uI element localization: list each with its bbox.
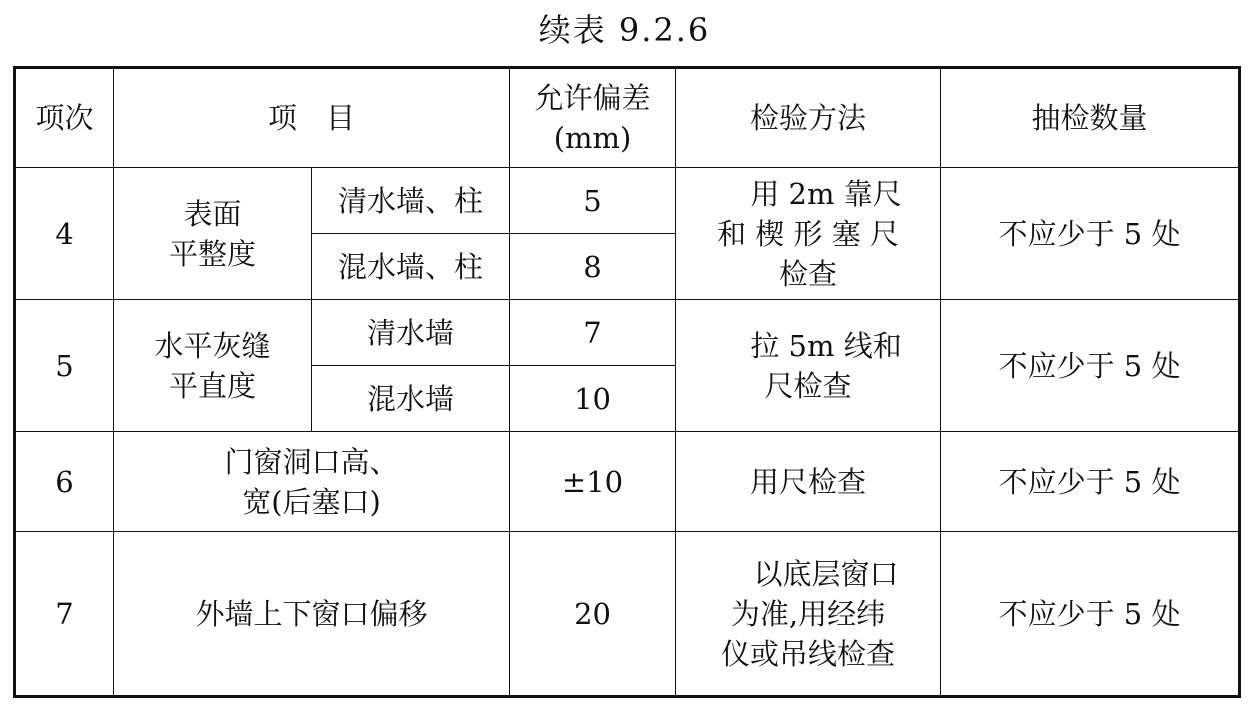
header-tolerance-line2: (mm) bbox=[553, 121, 632, 155]
row-item bbox=[114, 432, 510, 532]
row-quantity: 不应少于 5 处 bbox=[941, 432, 1240, 532]
row-quantity: 不应少于 5 处 bbox=[941, 532, 1240, 697]
row-method bbox=[676, 300, 941, 432]
row-method-line1: 用 2m 靠尺 bbox=[750, 176, 902, 211]
row-quantity: 不应少于 5 处 bbox=[941, 168, 1240, 300]
header-method: 检验方法 bbox=[676, 68, 941, 168]
row-subitem: 混水墙、柱 bbox=[312, 234, 510, 300]
table-row bbox=[15, 300, 1240, 366]
header-tolerance bbox=[510, 68, 676, 168]
row-item-line1: 门窗洞口高、 bbox=[224, 444, 399, 479]
inspection-table bbox=[13, 66, 1241, 698]
row-item-line1: 水平灰缝 bbox=[154, 328, 271, 363]
row-number: 5 bbox=[15, 300, 114, 432]
row-method-line3: 仪或吊线检查 bbox=[721, 636, 896, 671]
row-item-line2: 平整度 bbox=[168, 236, 256, 271]
row-subitem: 混水墙 bbox=[312, 366, 510, 432]
row-number: 4 bbox=[15, 168, 114, 300]
row-item-line2: 宽(后塞口) bbox=[242, 484, 381, 519]
header-quantity: 抽检数量 bbox=[941, 68, 1240, 168]
row-method-line1: 拉 5m 线和 bbox=[750, 328, 902, 363]
row-method bbox=[676, 532, 941, 697]
row-method-line2: 和 楔 形 塞 尺 bbox=[717, 216, 899, 251]
row-quantity: 不应少于 5 处 bbox=[941, 300, 1240, 432]
row-item-line2: 平直度 bbox=[168, 368, 256, 403]
row-item-line1: 表面 bbox=[183, 196, 242, 231]
table-caption: 续表 9.2.6 bbox=[538, 11, 711, 49]
row-method-line1: 以底层窗口 bbox=[753, 556, 899, 591]
row-method-line2: 为准,用经纬 bbox=[730, 596, 886, 631]
row-method bbox=[676, 168, 941, 300]
row-tolerance: 20 bbox=[510, 532, 676, 697]
table-row bbox=[15, 432, 1240, 532]
header-item-no: 项次 bbox=[15, 68, 114, 168]
header-item-label: 项 目 bbox=[268, 101, 356, 135]
header-item bbox=[114, 68, 510, 168]
header-row bbox=[15, 68, 1240, 168]
row-item bbox=[114, 168, 312, 300]
row-number: 6 bbox=[15, 432, 114, 532]
header-tolerance-line1: 允许偏差 bbox=[534, 81, 651, 115]
row-method-line3: 检查 bbox=[779, 256, 838, 291]
row-tolerance: 7 bbox=[510, 300, 676, 366]
row-method-line2: 尺检查 bbox=[764, 368, 852, 403]
table-row bbox=[15, 532, 1240, 697]
row-subitem: 清水墙 bbox=[312, 300, 510, 366]
row-item: 外墙上下窗口偏移 bbox=[114, 532, 510, 697]
table-row bbox=[15, 168, 1240, 234]
row-tolerance: ±10 bbox=[510, 432, 676, 532]
row-item bbox=[114, 300, 312, 432]
row-subitem: 清水墙、柱 bbox=[312, 168, 510, 234]
row-tolerance: 5 bbox=[510, 168, 676, 234]
row-tolerance: 10 bbox=[510, 366, 676, 432]
row-method: 用尺检查 bbox=[676, 432, 941, 532]
row-number: 7 bbox=[15, 532, 114, 697]
row-tolerance: 8 bbox=[510, 234, 676, 300]
